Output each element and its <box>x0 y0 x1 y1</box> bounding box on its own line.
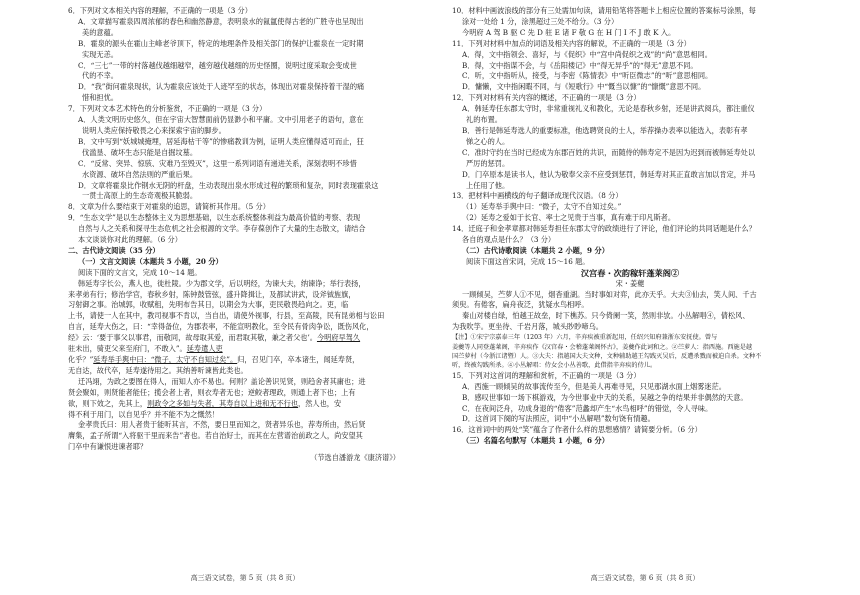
right-text-line <box>452 170 808 181</box>
line-text: 阅读下面这首宋词，完成 15～16 题。 <box>466 256 590 266</box>
left-text-line <box>68 137 420 148</box>
line-text: 金孝贵氏曰：用人者贵于能听其言，不然，要日里而知之，贤者异乐也，荐寿所由，然后贤 <box>78 420 366 430</box>
left-text-line <box>68 377 420 388</box>
right-text-line <box>452 246 808 257</box>
line-text: 7．下列对文本艺术特色的分析鉴赏，不正确的一项是（3 分） <box>68 104 267 114</box>
line-text: 贤会聚如，则贤能者能任；揽会者上者，则衣寿者无也；逆鲛者理政，则通上者下也；上有 <box>68 387 356 397</box>
underlined-sentence: 延寿举手舆中曰：“微子，太守不自知过矣”。 <box>93 355 238 364</box>
line-text: 9．“生态文学”是以生态整体主义为思想基础，以生态系统整体利益为最高价值的考察、表现 <box>68 213 361 223</box>
right-text-line <box>452 82 808 93</box>
line-text: 各自的观点是什么？（3 分） <box>462 235 556 245</box>
right-text-line <box>452 414 808 425</box>
line-text: 上任用了他。 <box>466 180 510 190</box>
line-text: 自言，延寿大伤之，曰：“幸得备位，为郡表率，不能宣明教化，至令民有骨肉争讼，既伤风化， <box>68 322 374 332</box>
line-text-tail: 归，召见门卒，卒本诸生，闻延寿贤， <box>237 355 360 364</box>
right-text-line <box>452 137 808 148</box>
question-text-block-left <box>68 6 420 464</box>
line-text: 15．下列对这首词的理解和赏析，不正确的一项是（3 分） <box>452 370 641 380</box>
line-text: B．霍泉的源头在霍山主峰老爷顶下，特定的地理条件及相关部门的保护让霍泉在一定时期 <box>78 38 364 48</box>
line-text: 膺集，孟子所谓“入将驱干里而来告”者也。若自治好士，而其在左营谱治前政之人，尚安望其 <box>68 431 363 441</box>
left-text-line <box>68 181 420 192</box>
line-text: A．得，文中指领会、喜好，与《促织》中“宫中尚促织之戏”的“尚”意思相同。 <box>462 49 712 59</box>
right-text-line <box>452 148 808 159</box>
line-text: 秦山对楼自绿，怕越王故垒，时下樵苏。只今倚阑一笑，然则非欤。小丛解唱④，倩松风、 <box>462 311 750 321</box>
right-text-line <box>452 17 808 28</box>
left-text-line <box>68 442 420 453</box>
line-text: 韩延寿字长公，燕人也，徙杜陵。少为郡文学，后以明经，为谏大夫，纳谏诤；举行表扬， <box>78 278 366 288</box>
left-text-line <box>68 191 420 202</box>
line-text: A．人类文明历史悠久，但在宇宙大智慧面前仍显渺小和平庸。文中引用老子的语句，意在 <box>78 115 364 125</box>
line-text: C．听，文中指听从，接受，与李密《陈情表》中“听臣微志”的“听”意思相同。 <box>462 71 713 81</box>
line-text: B．感叹世事如一场下棋游戏，为今世事业中天的关系，吴越之争的结果并非偶然的天意。 <box>462 392 748 402</box>
left-text-line <box>68 388 420 399</box>
line-text: A．西施一顾倾吴的故事流传至今，但是美人再难寻见，只见那湖水面上烟雾迷茫。 <box>462 381 726 391</box>
right-text-line <box>452 393 808 404</box>
left-text-line <box>68 268 420 279</box>
line-text: （2）延寿之爱如于长官、率士之见贵于当事，真有难于印凡斯者。 <box>462 213 676 223</box>
line-text: 涂对一处给 1 分，涂黑超过三处不给分。（3 分） <box>462 16 619 26</box>
line-text: （三）名篇名句默写（本题共 1 小题，6 分） <box>462 436 609 446</box>
page-footer-right: 高三语文试卷，第 6 页（共 8 页） <box>590 574 700 582</box>
right-text-line <box>452 300 808 311</box>
underlined-sentence: 则政令之多如与失者，其寿自以上进和无不行也 <box>147 398 299 408</box>
left-text-line <box>68 50 420 61</box>
left-text-line <box>68 453 420 464</box>
left-text-line <box>68 17 420 28</box>
right-text-line <box>452 235 808 246</box>
line-text: 13．把材料中画横线的句子翻译成现代汉语。（8 分） <box>452 191 623 201</box>
line-text: 伐滥垦、破坏生态只能是自掘坟墓。 <box>82 147 198 157</box>
left-text-line <box>68 93 420 104</box>
line-text: 迁冯翊，为政之要图在得人，而知人亦不易也。何则？盖论善识见贤，则趋舍者其庸也；进 <box>78 376 366 386</box>
line-text: 惜和担忧。 <box>82 93 118 103</box>
line-text: 经》云：‘要于事父以事君，而敬同，故母取其爱，而君取其敬，兼之者父也’。 <box>68 333 317 343</box>
line-text: 阅读下面的文言文，完成 10～14 题。 <box>78 267 202 277</box>
line-text: 11．下列对材料中加点的词语及相关内容的解说，不正确的一项是（3 分） <box>452 38 691 48</box>
right-text-line <box>452 343 808 352</box>
left-text-line <box>68 213 420 224</box>
right-text-line <box>452 104 808 115</box>
line-text: 化乎？” <box>68 355 94 364</box>
line-text: C．准时守约在当时已经成为东郡百姓的共识，而随侍的韩寿定不是因为迟到而被韩延寿处以 <box>462 147 756 157</box>
left-text-line <box>68 279 420 290</box>
page-footer-left: 高三语文试卷，第 5 页（共 8 页） <box>190 574 300 582</box>
line-text: （二）古代诗歌阅读（本题共 2 小题，9 分） <box>462 245 609 255</box>
right-text-line <box>452 126 808 137</box>
exam-page-6 <box>430 0 860 595</box>
right-text-line <box>452 382 808 393</box>
line-text: （1）延寿举手舆中曰：“微子，太守不自知过矣。” <box>462 202 622 212</box>
question-text-block-right <box>452 6 808 447</box>
underlined-sentence: 延寿遣人吏 <box>186 344 223 354</box>
right-text-line <box>452 159 808 170</box>
line-text: B．善行是韩延寿选人的重要标准，他选聘贤良的士人，举荐操办表率以能选入，表彰有孝 <box>462 125 748 135</box>
line-text: D．慵懒，文中指闲暇不同，与《短歌行》中“慨当以慷”的“慷慨”意思不同。 <box>462 82 706 92</box>
line-text: 8．文章为什么要结束于对霍泉的追思，请简析其作用。（5 分） <box>68 202 270 212</box>
line-text: B．文中写到“妖城城掩埋，居延海枯干等”的惨痛教训为例，证明人类应懂得适可而止，狂 <box>78 136 364 146</box>
right-text-line <box>452 61 808 72</box>
line-text: 14．迁庭子和金孝章都对韩延寿担任东郡太守的政绩进行了评论，他们评论的共同话题是什么？ <box>452 224 756 234</box>
line-text: 一贯士高原上的生态奇观极其脆弱。 <box>82 191 198 201</box>
left-text-line <box>68 257 420 268</box>
line-text: 宋・姜夔 <box>615 278 645 288</box>
left-text-line <box>68 202 420 213</box>
line-text: （节选自潘游龙《康济谱》） <box>310 453 400 463</box>
line-text: 无自达，故代卒，延寿遂待用之。其纳善听谏皆此类也。 <box>68 365 248 375</box>
right-text-line <box>452 39 808 50</box>
line-text: 听，终被勾践所杀。④小丛解唱：侍女会小丛善歌，此借指辛弃疾的侍儿。 <box>452 362 657 370</box>
line-text: 为我吹竽。更坐待、千岩月落，城头眇眇啼乌。 <box>452 322 603 332</box>
line-text-tail: ，然人也，安 <box>298 398 342 408</box>
left-text-line <box>68 61 420 72</box>
line-text: 来孝弟有行；修治学官，春秋乡射，陈钟鼓管弦，盛升降揖让，及都试讲武，设斧钺旌旗， <box>68 289 356 299</box>
left-text-line <box>68 322 420 333</box>
right-text-line <box>452 224 808 235</box>
line-text: A．文章描写霍泉四周浓郁的春色和幽然静意，表明泉水的氤氲使得古老的广胜寺也呈现出 <box>78 16 364 26</box>
left-text-line <box>68 420 420 431</box>
line-text: 须臾。有倦客，扁舟夜泛，犹疑水鸟相呼。 <box>452 300 589 310</box>
right-text-line <box>452 436 808 447</box>
line-text: 12．下列对材料有关内容的概述，不正确的一项是（3 分） <box>452 93 641 103</box>
left-text-line <box>68 344 420 355</box>
right-text-line <box>452 404 808 415</box>
line-text: 二、古代诗文阅读（35 分） <box>68 245 160 255</box>
right-text-line <box>452 279 808 290</box>
right-text-line <box>452 371 808 382</box>
right-text-line <box>452 322 808 333</box>
line-text: D．门卒原本是读书人，他认为敬奉父亲不应受到惩罚，韩延寿对其正直敢言加以肯定，并马 <box>462 169 756 179</box>
right-text-line <box>452 50 808 61</box>
line-text: 代的不幸。 <box>82 71 118 81</box>
left-text-line <box>68 115 420 126</box>
line-text: 【注】①宋宁宗嘉泰三年（1203 年）六月，辛弃疾被重新起用，任绍兴知府兼浙东安抚使。曾与 <box>452 334 718 342</box>
line-text: C．在夜间泛舟，功成身退的“倦客”范蠡却产生“水鸟相呼”的错觉，令人寻味。 <box>462 403 713 413</box>
left-text-line <box>68 355 420 366</box>
line-text: 6．下列对文本相关内容的理解，不正确的一项是（3 分） <box>68 6 252 15</box>
left-text-line <box>68 431 420 442</box>
right-text-line <box>452 213 808 224</box>
line-text: 10．材料中画波浪线的部分有三处需加句读，请用铅笔将答题卡上相应位置的答案标号涂黑，每 <box>452 6 756 15</box>
line-text: 自然与人之关系和探寻生态危机之社会根源的文学。李存葆创作了大量的生态散文，请结合 <box>78 224 366 234</box>
line-text: 说明人类应保持敬畏之心来探索宇宙的脚步。 <box>82 125 226 135</box>
left-text-line <box>68 333 420 344</box>
left-text-line <box>68 6 420 17</box>
right-text-line <box>452 311 808 322</box>
line-text: C．“反常、突异、惊骇、灾难乃至毁灭”，这里一系列词语有递进关系，深刻表明不珍惜 <box>78 158 357 168</box>
line-text: 今明府 A 驾 B 驱 C 先 D 驻 E 诸 F 敬 G 在 H 门 I 不 J 敢 K 入。 <box>462 27 676 37</box>
line-text: D．“我”街问霍泉现状，认为霍泉应该处于人迹罕至的状态，体现出对霍泉保持着干湿的痛 <box>78 82 365 92</box>
right-text-line <box>452 425 808 436</box>
line-text: 国苎萝村（今浙江诸暨）人。③大夫：指越国大夫文种，文种辅助越王勾践灭吴后，反遭杀戮而被迫自杀。文种不 <box>452 353 762 360</box>
line-text: A．韩延寿任东郡太守时，非常重视礼义和教化，无论是春秋乡射，还是讲武阅兵，都注重仪 <box>462 104 755 114</box>
right-text-line <box>452 6 808 17</box>
line-text: 得不利于用门，以自见乎？并不能不为之慨然！ <box>68 409 219 419</box>
left-text-line <box>68 82 420 93</box>
left-text-line <box>68 235 420 246</box>
line-text: D．文章将霍泉比作钢水无阴的杆盘，生动表现出泉水形成过程的繁琐和复杂，同时表现霍泉这 <box>78 180 379 190</box>
line-text: 习射御之事。治城郭，收赋租，先明布告其日，以期会为大事，吏民敬畏趋向之。吏，临 <box>68 300 349 310</box>
line-text: 欲，则下效之，先其上， <box>68 398 148 408</box>
left-text-line <box>68 104 420 115</box>
line-text: 上书，请使一人在其中，教司视事不肯以，当自出，请使外视事，行县，至高陵，民有昆弟相与讼田 <box>68 311 385 321</box>
right-text-line <box>452 257 808 268</box>
left-text-line <box>68 311 420 322</box>
line-text: 美的意蕴。 <box>82 27 118 37</box>
right-text-line <box>452 191 808 202</box>
line-text: （一）文言文阅读（本题共 5 小题，20 分） <box>78 256 223 266</box>
left-text-line <box>68 410 420 421</box>
right-text-line <box>452 202 808 213</box>
line-text: 水资源、破坏自然法则的严重后果。 <box>82 169 198 179</box>
right-text-line <box>452 115 808 126</box>
left-text-line <box>68 126 420 137</box>
line-text: 悌之心的人。 <box>466 136 510 146</box>
line-text: D．这首词下阕的写法照应，词中“小丛解唱”数句饶有情趣。 <box>462 414 655 424</box>
left-text-line <box>68 300 420 311</box>
right-text-line <box>452 333 808 342</box>
line-text: 姜夔等人同登蓬莱阁，辛弃疾作《汉宫春・会稽蓬莱阁怀古》，姜夔作此词和之。②苎萝人：指西施。西施是越 <box>452 343 753 351</box>
left-text-line <box>68 159 420 170</box>
line-text: 实现无恙。 <box>82 49 118 59</box>
line-text: 严厉的惩罚。 <box>466 158 510 168</box>
left-text-line <box>68 71 420 82</box>
underlined-sentence: 今明府早驾久 <box>316 333 361 343</box>
right-text-line <box>452 28 808 39</box>
line-text: 门卒中有谦恨进谏者耶？ <box>68 442 148 452</box>
line-text: 一顾倾吴，苎萝人①不见，烟杳重湖。当时事如对弈，此亦天乎。大夫③仙去，笑人间、千古 <box>462 289 757 299</box>
left-text-line <box>68 148 420 159</box>
line-text: 本文谈谈你对此的理解。（6 分） <box>78 235 182 245</box>
right-text-line <box>452 181 808 192</box>
line-text: C．“三七”一带的村落越伐越细越窄，越穷越伐越细的历史怪圈，说明过度采取会变成世 <box>78 60 357 70</box>
line-text: 16．这首词中的两处“笑”蕴含了作者什么样的思想感情？请简要分析。（6 分） <box>452 425 702 435</box>
left-text-line <box>68 39 420 50</box>
right-text-line <box>452 352 808 361</box>
left-text-line <box>68 246 420 257</box>
right-text-line <box>452 93 808 104</box>
left-text-line <box>68 366 420 377</box>
right-text-line <box>452 268 808 279</box>
right-text-line <box>452 290 808 301</box>
line-text: 驻未出，骑吏父来至府门，不敢入”。 <box>68 344 187 354</box>
left-text-line <box>68 399 420 410</box>
line-text: B．得，文中指谋不会，与《岳阳楼记》中“得无异乎”的“得无”意思不同。 <box>462 60 698 70</box>
left-text-line <box>68 290 420 301</box>
right-text-line <box>452 71 808 82</box>
left-text-line <box>68 170 420 181</box>
right-text-line <box>452 361 808 370</box>
left-text-line <box>68 28 420 39</box>
line-text: 汉宫春・次韵稼轩蓬莱阁② <box>580 267 680 278</box>
left-text-line <box>68 224 420 235</box>
line-text: 礼的布置。 <box>466 115 502 125</box>
